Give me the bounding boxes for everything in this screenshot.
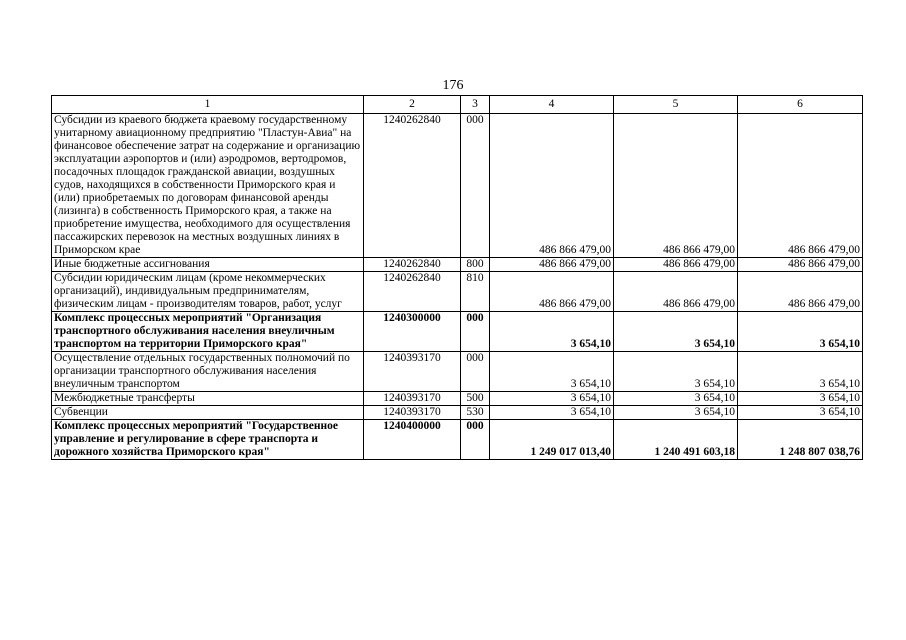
row-name: Комплекс процессных мероприятий "Государственное управление и регулирование в сфере транспорта и дорожного хозяйства Приморского края" — [52, 420, 364, 460]
row-code: 1240393170 — [364, 392, 461, 406]
row-type: 500 — [461, 392, 490, 406]
page-number: 176 — [442, 78, 464, 93]
row-type: 000 — [461, 420, 490, 460]
row-code: 1240393170 — [364, 352, 461, 392]
row-name: Субсидии юридическим лицам (кроме некоммерческих организаций), индивидуальным предпринимателям, физическим лицам - производителям товаров, работ, услуг — [52, 272, 364, 312]
row-value-3: 486 866 479,00 — [738, 114, 863, 258]
row-value-2: 1 240 491 603,18 — [614, 420, 738, 460]
table-row — [52, 420, 863, 460]
row-value-1: 3 654,10 — [490, 352, 614, 392]
row-value-1: 3 654,10 — [490, 406, 614, 420]
row-code: 1240262840 — [364, 258, 461, 272]
column-header: 4 — [490, 96, 614, 114]
row-type: 000 — [461, 352, 490, 392]
row-value-3: 3 654,10 — [738, 392, 863, 406]
table-header-row — [52, 96, 863, 114]
row-code: 1240300000 — [364, 312, 461, 352]
row-value-3: 3 654,10 — [738, 352, 863, 392]
table-row — [52, 312, 863, 352]
row-value-1: 3 654,10 — [490, 312, 614, 352]
row-name: Комплекс процессных мероприятий "Организация транспортного обслуживания населения внеуличным транспортом на территории Приморского края" — [52, 312, 364, 352]
row-type: 530 — [461, 406, 490, 420]
budget-table — [51, 95, 863, 460]
row-code: 1240400000 — [364, 420, 461, 460]
table-row — [52, 392, 863, 406]
column-header: 2 — [364, 96, 461, 114]
row-type: 000 — [461, 312, 490, 352]
column-header: 3 — [461, 96, 490, 114]
column-header: 6 — [738, 96, 863, 114]
row-value-2: 3 654,10 — [614, 352, 738, 392]
row-type: 810 — [461, 272, 490, 312]
table-row — [52, 114, 863, 258]
row-code: 1240262840 — [364, 114, 461, 258]
row-value-2: 3 654,10 — [614, 392, 738, 406]
row-code: 1240393170 — [364, 406, 461, 420]
row-value-2: 486 866 479,00 — [614, 114, 738, 258]
row-value-3: 1 248 807 038,76 — [738, 420, 863, 460]
row-value-2: 486 866 479,00 — [614, 258, 738, 272]
row-value-1: 1 249 017 013,40 — [490, 420, 614, 460]
row-name: Субвенции — [52, 406, 364, 420]
row-value-2: 3 654,10 — [614, 406, 738, 420]
row-name: Межбюджетные трансферты — [52, 392, 364, 406]
row-name: Субсидии из краевого бюджета краевому государственному унитарному авиационному предприятию "Пластун-Авиа" на финансовое обеспечение затрат на содержание и организацию эксплуатации аэропортов и (или) аэродромов, вертодромов, посадочных площадок гражданской авиации, воздушных судов, находящихся в собственности Приморского края и (или) приобретаемых по договорам финансовой аренды (лизинга) в собственность Приморского края, а также на приобретение имущества, необходимого для осуществления пассажирских перевозок на местных воздушных линиях в Приморском крае — [52, 114, 364, 258]
row-value-1: 486 866 479,00 — [490, 258, 614, 272]
row-value-3: 3 654,10 — [738, 312, 863, 352]
row-type: 800 — [461, 258, 490, 272]
row-name: Осуществление отдельных государственных полномочий по организации транспортного обслуживания населения внеуличным транспортом — [52, 352, 364, 392]
column-header: 1 — [52, 96, 364, 114]
table-row — [52, 258, 863, 272]
row-value-3: 486 866 479,00 — [738, 272, 863, 312]
row-code: 1240262840 — [364, 272, 461, 312]
table-row — [52, 406, 863, 420]
table-row — [52, 272, 863, 312]
row-value-1: 486 866 479,00 — [490, 114, 614, 258]
table-row — [52, 352, 863, 392]
row-value-2: 3 654,10 — [614, 312, 738, 352]
row-value-2: 486 866 479,00 — [614, 272, 738, 312]
row-value-1: 3 654,10 — [490, 392, 614, 406]
row-name: Иные бюджетные ассигнования — [52, 258, 364, 272]
row-value-3: 486 866 479,00 — [738, 258, 863, 272]
row-value-1: 486 866 479,00 — [490, 272, 614, 312]
row-value-3: 3 654,10 — [738, 406, 863, 420]
column-header: 5 — [614, 96, 738, 114]
row-type: 000 — [461, 114, 490, 258]
